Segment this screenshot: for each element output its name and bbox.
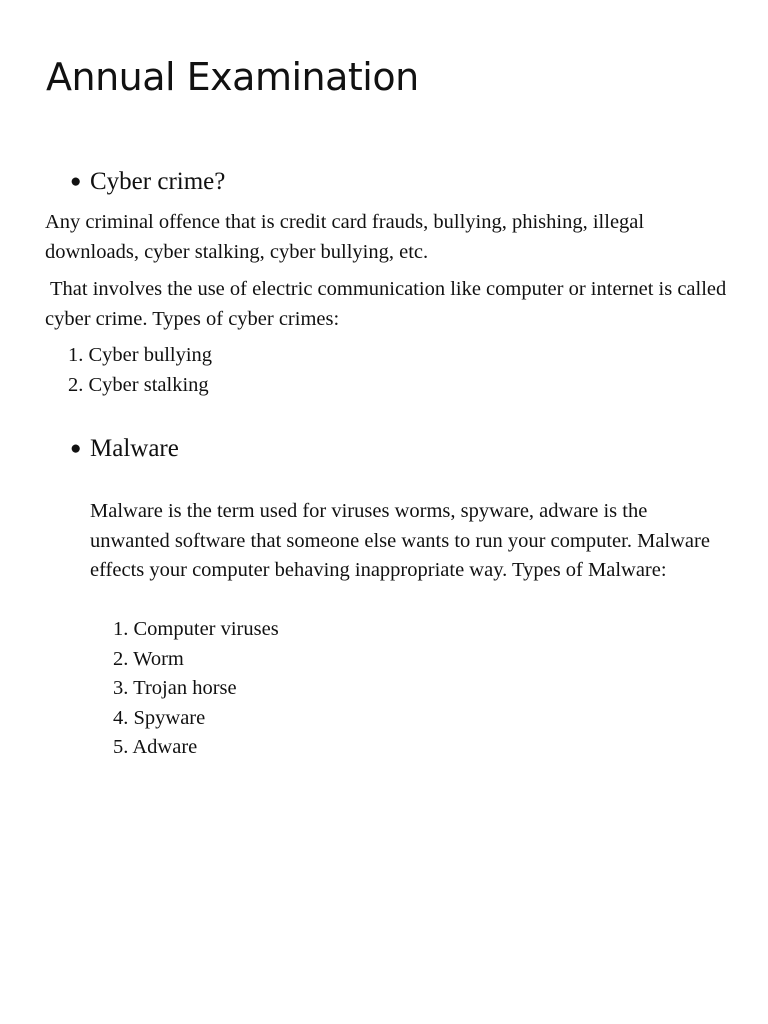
section-heading-text: Malware [90,435,179,462]
list-item [113,674,279,704]
list-item-text: Cyber stalking [88,373,209,396]
section-heading-text: Cyber crime? [90,168,226,195]
list-item [68,371,212,401]
list-item-text: Adware [132,736,198,758]
list-item [113,704,279,734]
list-number: 5. [113,736,129,758]
list-item-text: Worm [133,647,184,670]
list-number: 1. [68,344,84,366]
list-item [113,733,279,763]
list-item-text: Spyware [133,706,206,729]
list-item-text: Computer viruses [133,618,279,640]
list-number: 4. [113,706,129,729]
list-item [68,341,212,371]
bullet-icon: ● [70,438,82,459]
list-item-text: Cyber bullying [88,344,213,366]
paragraph-cyber-crime-definition: Any criminal offence that is credit card frauds, bullying, phishing, illegal downloads, cyber stalking, cyber bullying, etc. [45,211,645,263]
page-title: Annual Examination [46,55,419,99]
list-number: 2. [68,373,84,396]
list-number: 3. [113,677,129,699]
paragraph-cyber-crime-communication: That involves the use of electric communication like computer or internet is called cyber crime. Types of cyber crimes: [45,278,727,330]
section-heading-cyber-crime [70,166,225,198]
section-heading-malware [70,433,179,465]
paragraph-malware-definition: Malware is the term used for viruses worms, spyware, adware is the unwanted software that someone else wants to run your computer. Malware effects your computer behaving inappropriate way. Types of Malware: [90,500,710,581]
list-number: 2. [113,647,129,670]
list-malware-types [113,615,279,763]
list-cyber-crime-types [68,341,212,400]
list-number: 1. [113,618,129,640]
list-item [113,615,279,645]
list-item-text: Trojan horse [133,677,237,699]
bullet-icon: ● [70,171,82,192]
list-item [113,645,279,675]
